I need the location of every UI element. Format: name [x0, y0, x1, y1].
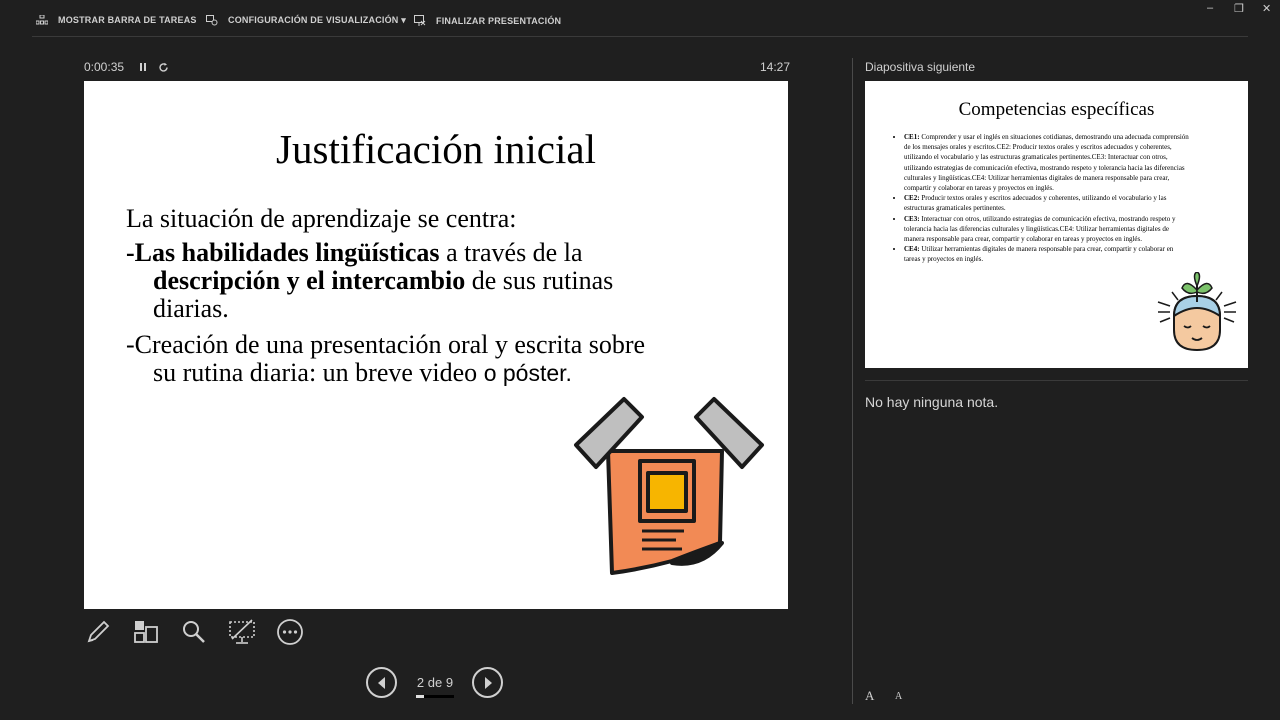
display-settings-button[interactable] — [206, 15, 406, 26]
notes-divider — [865, 380, 1248, 381]
next-slide-preview[interactable] — [865, 81, 1248, 368]
item-code: CE4: — [904, 245, 920, 254]
poster-icon — [572, 393, 768, 589]
zoom-button[interactable] — [180, 618, 208, 646]
next-icon — [483, 677, 493, 689]
slide-title: Justificación inicial — [276, 126, 596, 172]
black-screen-icon — [228, 619, 256, 645]
minimize-button[interactable]: – — [1207, 2, 1214, 14]
list-item — [904, 193, 1190, 213]
panel-divider[interactable] — [852, 58, 853, 704]
timer — [84, 60, 169, 74]
toolbar-divider — [32, 36, 1248, 37]
item-text: Producir textos orales y escritos adecuados y coherentes, utilizando el vocabulario y las estructuras gramaticales pertinentes. — [904, 194, 1167, 213]
point-1-dash: - — [126, 238, 135, 267]
current-time: 14:27 — [760, 60, 791, 74]
slide-body — [126, 205, 646, 395]
previous-slide-button[interactable] — [366, 667, 397, 698]
close-button[interactable]: ✕ — [1262, 3, 1272, 15]
item-code: CE3: — [904, 214, 920, 223]
pause-icon[interactable] — [138, 62, 148, 72]
current-slide[interactable] — [84, 81, 788, 609]
display-settings-label: CONFIGURACIÓN DE VISUALIZACIÓN ▾ — [228, 15, 406, 25]
list-item — [904, 132, 1190, 193]
slide-tools — [84, 618, 304, 646]
slide-point-2 — [126, 331, 646, 387]
point-1-bold-a: Las habilidades lingüísticas — [134, 238, 440, 267]
prev-icon — [377, 677, 387, 689]
pen-icon — [85, 619, 111, 645]
point-2-tail: o póster. — [483, 360, 572, 386]
display-settings-icon — [206, 15, 218, 26]
decrease-font-button[interactable]: A — [895, 691, 903, 702]
show-taskbar-label: MOSTRAR BARRA DE TAREAS — [58, 15, 197, 25]
slide-intro: La situación de aprendizaje se centra: — [126, 204, 517, 233]
point-2-text: -Creación de una presentación oral y escrita sobre su rutina diaria: un breve video — [126, 330, 646, 387]
more-options-icon — [276, 618, 304, 646]
slide-progress — [416, 695, 454, 698]
pen-tool-button[interactable] — [84, 618, 112, 646]
point-1-text-b: de sus rutinas diarias. — [153, 266, 614, 323]
list-item — [904, 214, 1190, 245]
item-code: CE2: — [904, 194, 920, 203]
item-text: Utilizar herramientas digitales de manera responsable para crear, compartir y colaborar en tareas y proyectos en inglés. — [904, 245, 1174, 264]
item-text: Comprender y usar el inglés en situaciones cotidianas, demostrando una adecuada comprensión de los mensajes orales y escritos.CE2: Producir textos orales y escritos adecuados y coherentes, utilizando el vocabulario y las estructuras gramaticales pertinentes.CE3: Interactuar con otros, utilizando estrategias de comunicación efectiva, mostrando respeto y tolerancia hacia las diferencias culturales y lingüísticas.CE4: Utilizar herramientas digitales de manera responsable para crear, compartir y colaborar en tareas y proyectos en inglés. — [904, 133, 1189, 193]
end-show-label: FINALIZAR PRESENTACIÓN — [436, 15, 562, 26]
reset-icon[interactable] — [158, 62, 169, 73]
slide-counter[interactable]: 2 de 9 — [416, 675, 454, 690]
increase-font-button[interactable]: A — [865, 688, 875, 703]
item-code: CE1: — [904, 133, 920, 141]
all-slides-icon — [133, 619, 159, 645]
point-1-text-a: a través de la — [439, 238, 583, 267]
item-text: Interactuar con otros, utilizando estrategias de comunicación efectiva, mostrando respeto y tolerancia hacia las diferencias culturales y lingüísticas.CE4: Utilizar herramientas digitales de manera responsable para crear, compartir y colaborar en tareas y proyectos en inglés. — [904, 214, 1176, 244]
speaker-notes[interactable]: No hay ninguna nota. — [865, 394, 999, 410]
end-show-button[interactable] — [414, 15, 561, 26]
list-item — [904, 244, 1190, 264]
taskbar-icon — [36, 15, 48, 25]
end-show-icon — [414, 15, 426, 26]
see-all-slides-button[interactable] — [132, 618, 160, 646]
head-plant-icon — [1156, 272, 1238, 354]
next-slide-label: Diapositiva siguiente — [865, 60, 976, 74]
slide-point-1 — [126, 239, 646, 323]
restore-button[interactable]: ❐ — [1234, 3, 1244, 15]
more-options-button[interactable] — [276, 618, 304, 646]
elapsed-time: 0:00:35 — [84, 60, 125, 74]
zoom-icon — [181, 619, 207, 645]
point-1-bold-b: descripción y el intercambio — [153, 266, 466, 295]
presenter-toolbar — [0, 0, 1280, 40]
next-slide-list — [889, 132, 1190, 265]
next-slide-button[interactable] — [472, 667, 503, 698]
show-taskbar-button[interactable] — [36, 15, 197, 25]
next-slide-title: Competencias específicas — [958, 99, 1155, 120]
slide-navigation — [366, 667, 506, 701]
slide-progress-fill — [416, 695, 424, 698]
black-screen-button[interactable] — [228, 618, 256, 646]
